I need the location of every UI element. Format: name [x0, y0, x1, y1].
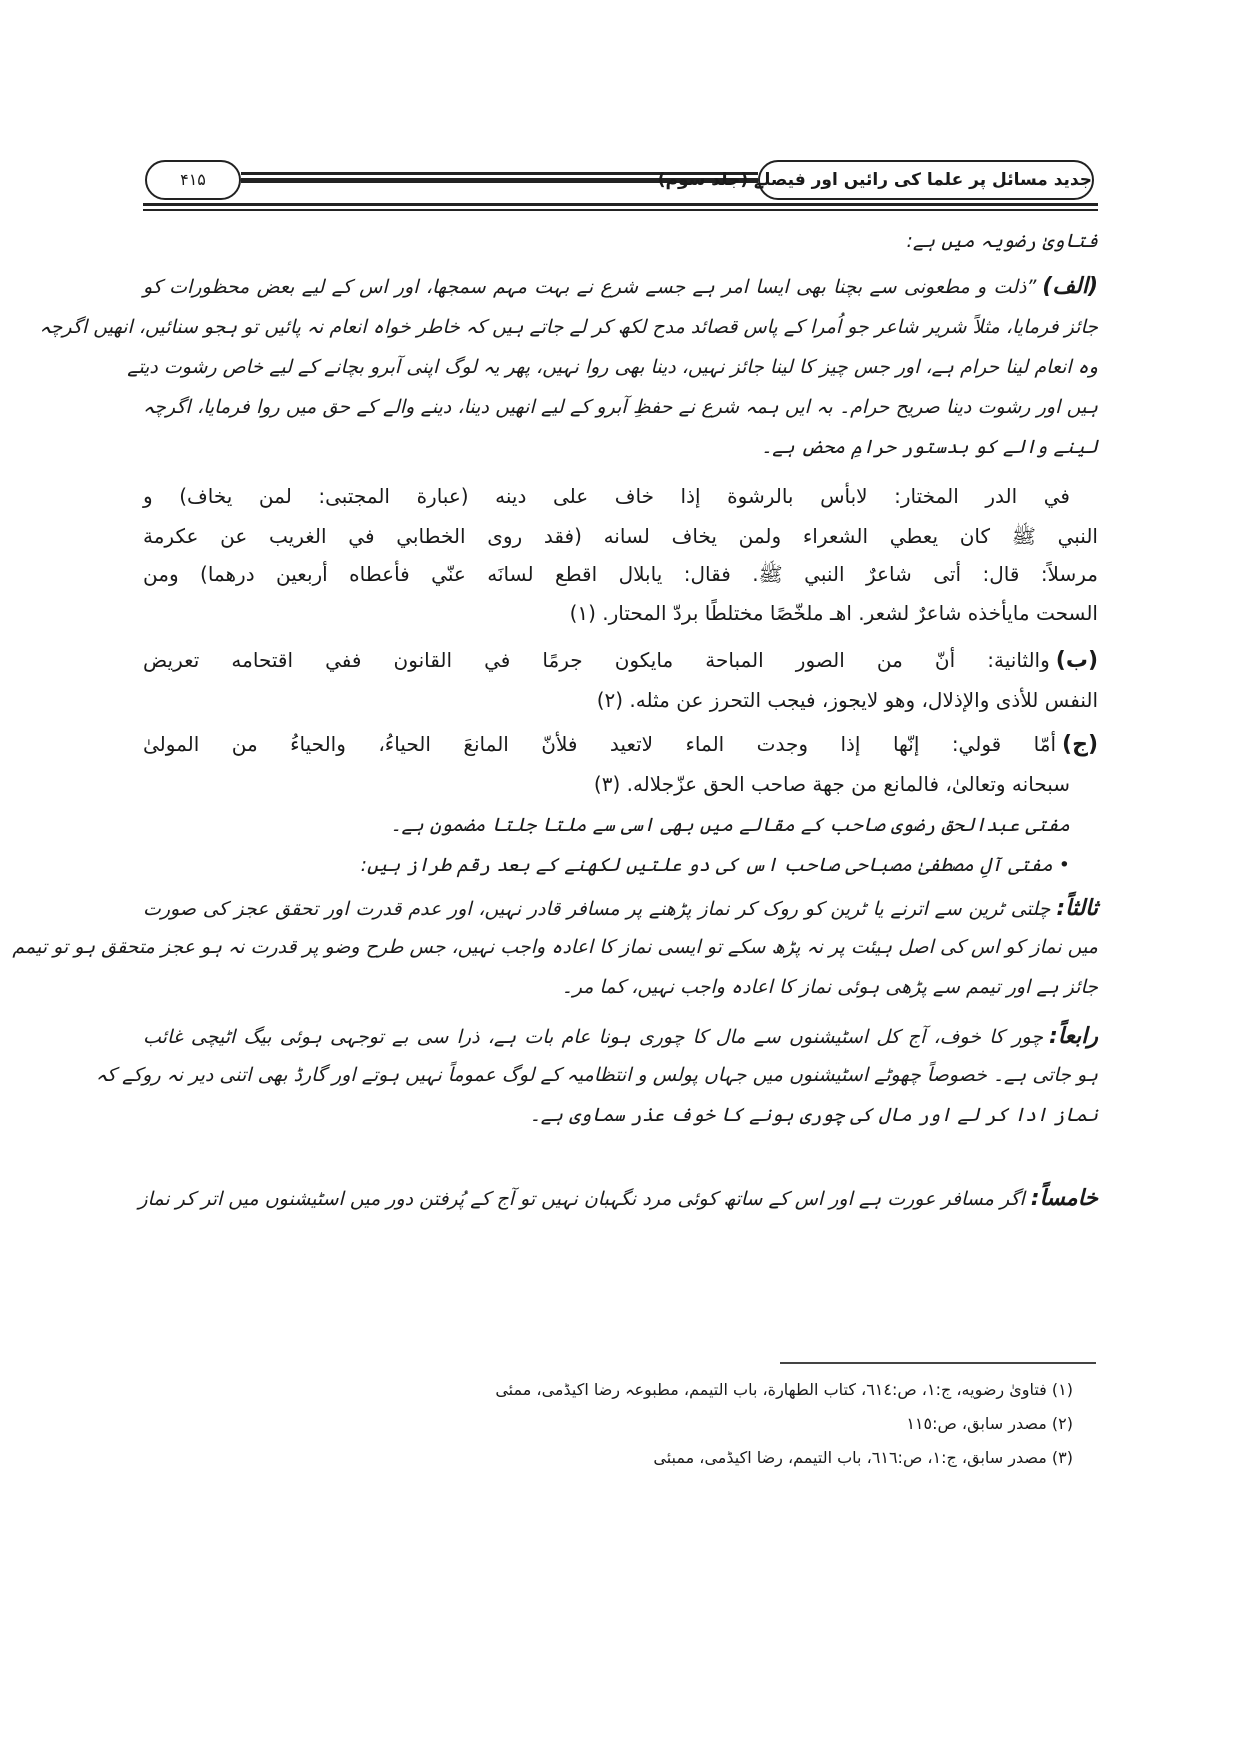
line-text: چور کا خوف، آج کل اسٹیشنوں سے مال کا چوری ہونا عام بات ہے، ذرا سی بے توجہی ہوئی بیگ اٹیچی غائب — [143, 1026, 1044, 1048]
line-text: النبي ﷺ كان يعطي الشعراء ولمن يخاف لسانه (فقد روى الخطابي في الغريب عن عكرمة — [143, 524, 1098, 548]
text-line — [127, 356, 1098, 378]
line-text: ہیں اور رشوت دینا صریح حرام۔ بہ ایں ہمہ شرع نے حفظِ آبرو کے لیے انھیں دینا، دینے والے کے حق میں روا فرمایا، اگرچہ — [143, 396, 1098, 418]
line-text: لینے والے کو بدستور حرامِ محض ہے۔ — [761, 436, 1098, 458]
text-line — [143, 732, 1098, 757]
text-line — [143, 896, 1098, 921]
footnote: (١) فتاویٰ رضویه، ج:١، ص:٦١٤، كتاب الطهارة، باب التيمم، مطبوعہ رضا اکیڈمی، ممئی — [495, 1380, 1073, 1399]
text-line — [143, 562, 1098, 591]
line-text: السحت مايأخذه شاعرٌ لشعر. اهـ ملخّصًا مختلطًا بردّ المحتار. (١) — [569, 601, 1098, 625]
line-text: ہو جاتی ہے۔ خصوصاً چھوٹے اسٹیشنوں میں جہاں پولس و انتظامیہ کے لوگ عموماً نہیں ہوتے اور گارڈ بھی اتنی دیر نہ روکے کہ — [95, 1064, 1098, 1086]
line-text: • مفتی آلِ مصطفیٰ مصباحی صاحب اس کی دو علتیں لکھنے کے بعد رقم طراز ہیں: — [360, 854, 1070, 876]
section-marker: (ج) — [1062, 732, 1098, 757]
line-text: وہ انعام لینا حرام ہے، اور جس چیز کا لینا جائز نہیں، دینا بھی روا نہیں، پھر یہ لوگ اپنی آبرو بچانے کے لیے خاص رشوت دیتے — [127, 356, 1098, 378]
line-text: مرسلاً: قال: أتى شاعرٌ النبي ﷺ. فقال: يابلال اقطع لسانَه عنّي فأعطاه أربعين درهما) ومن — [143, 562, 1098, 586]
text-line — [143, 648, 1098, 673]
text-line — [143, 1024, 1098, 1049]
text-line — [143, 814, 1098, 836]
text-line — [12, 936, 1098, 958]
line-text: ”ذلت و مطعونی سے بچنا بھی ایسا امر ہے جسے شرع نے بہت مہم سمجھا، اور اس کے لیے بعض محظورات کو — [143, 276, 1037, 298]
footnote: (٣) مصدر سابق، ج:١، ص:٦١٦، باب التيمم، رضا اکیڈمی، ممبئی — [653, 1448, 1073, 1467]
line-text: نماز ادا کر لے اور مال کی چوری ہونے کا خوف عذر سماوی ہے۔ — [529, 1104, 1098, 1126]
text-line — [143, 976, 1098, 998]
text-line — [143, 484, 1098, 508]
line-text: أمّا قولي: إنّها إذا وجدت الماء لاتعيد فلأنّ المانعَ الحياءُ، والحياءُ من المولىٰ — [143, 732, 1057, 756]
text-line — [143, 396, 1098, 418]
text-line — [143, 772, 1098, 796]
section-marker: (الف) — [1042, 274, 1098, 299]
text-line — [143, 524, 1098, 553]
text-line — [39, 316, 1098, 338]
line-text: جائز ہے اور تیمم سے پڑھی ہوئی نماز کا اعادہ واجب نہیں، کما مر۔ — [561, 976, 1098, 998]
text-line — [143, 1104, 1098, 1126]
text-line — [143, 688, 1098, 712]
book-title: جدید مسائل پر علما کی رائیں اور فیصلے (جلد سوم) — [758, 160, 1094, 200]
line-text: جائز فرمایا، مثلاً شریر شاعر جو اُمرا کے پاس قصائد مدح لکھ کر لے جاتے ہیں کہ خاطر خواہ انعام نہ پائیں تو ہجو سنائیں، انھیں اگرچہ — [39, 316, 1098, 338]
footnote-divider — [780, 1362, 1096, 1364]
line-text: چلتی ٹرین سے اترنے یا ٹرین کو روک کر نماز پڑھنے پر مسافر قادر نہیں، اور عدم قدرت اور تحقق عجز کی صورت — [143, 898, 1051, 920]
footnote: (٢) مصدر سابق، ص:١١٥ — [906, 1414, 1073, 1433]
text-line — [138, 1186, 1098, 1211]
line-text: سبحانه وتعالىٰ، فالمانع من جهة صاحب الحق عزّجلاله. (٣) — [593, 772, 1070, 796]
section-marker: خامساً: — [1030, 1186, 1098, 1211]
line-text: النفس للأذى والإذلال، وهو لايجوز، فيجب التحرز عن مثله. (٢) — [596, 688, 1098, 712]
text-line — [143, 274, 1098, 299]
text-line — [143, 436, 1098, 458]
text-line — [143, 230, 1098, 252]
text-line — [143, 854, 1098, 876]
page-number: ۴۱۵ — [145, 160, 241, 200]
section-marker: رابعاً: — [1049, 1024, 1098, 1049]
line-text: اگر مسافر عورت ہے اور اس کے ساتھ کوئی مرد نگہبان نہیں تو آج کے پُرفتن دور میں اسٹیشنوں میں اتر کر نماز — [138, 1188, 1025, 1210]
line-text: في الدر المختار: لابأس بالرشوة إذا خاف على دينه (عبارة المجتبى: لمن يخاف) و — [143, 484, 1070, 508]
section-marker: (ب) — [1055, 648, 1098, 673]
line-text: میں نماز کو اس کی اصل ہیئت پر نہ پڑھ سکے تو ایسی نماز کا اعادہ واجب نہیں، جس طرح وضو پر قدرت نہ ہو عجز متحقق ہو تو تیمم — [12, 936, 1098, 958]
line-text: والثانية: أنّ من الصور المباحة مايكون جرمًا في القانون ففي اقتحامه تعريض — [143, 648, 1050, 672]
line-text: فتاویٰ رضویہ میں ہے: — [906, 230, 1098, 252]
header-divider — [143, 203, 1098, 206]
text-line — [95, 1064, 1098, 1086]
section-marker: ثالثاً: — [1056, 896, 1098, 921]
text-line — [143, 601, 1098, 625]
line-text: مفتی عبدالحق رضوی صاحب کے مقالے میں بھی اسی سے ملتا جلتا مضمون ہے۔ — [390, 814, 1070, 836]
header-divider — [143, 209, 1098, 211]
